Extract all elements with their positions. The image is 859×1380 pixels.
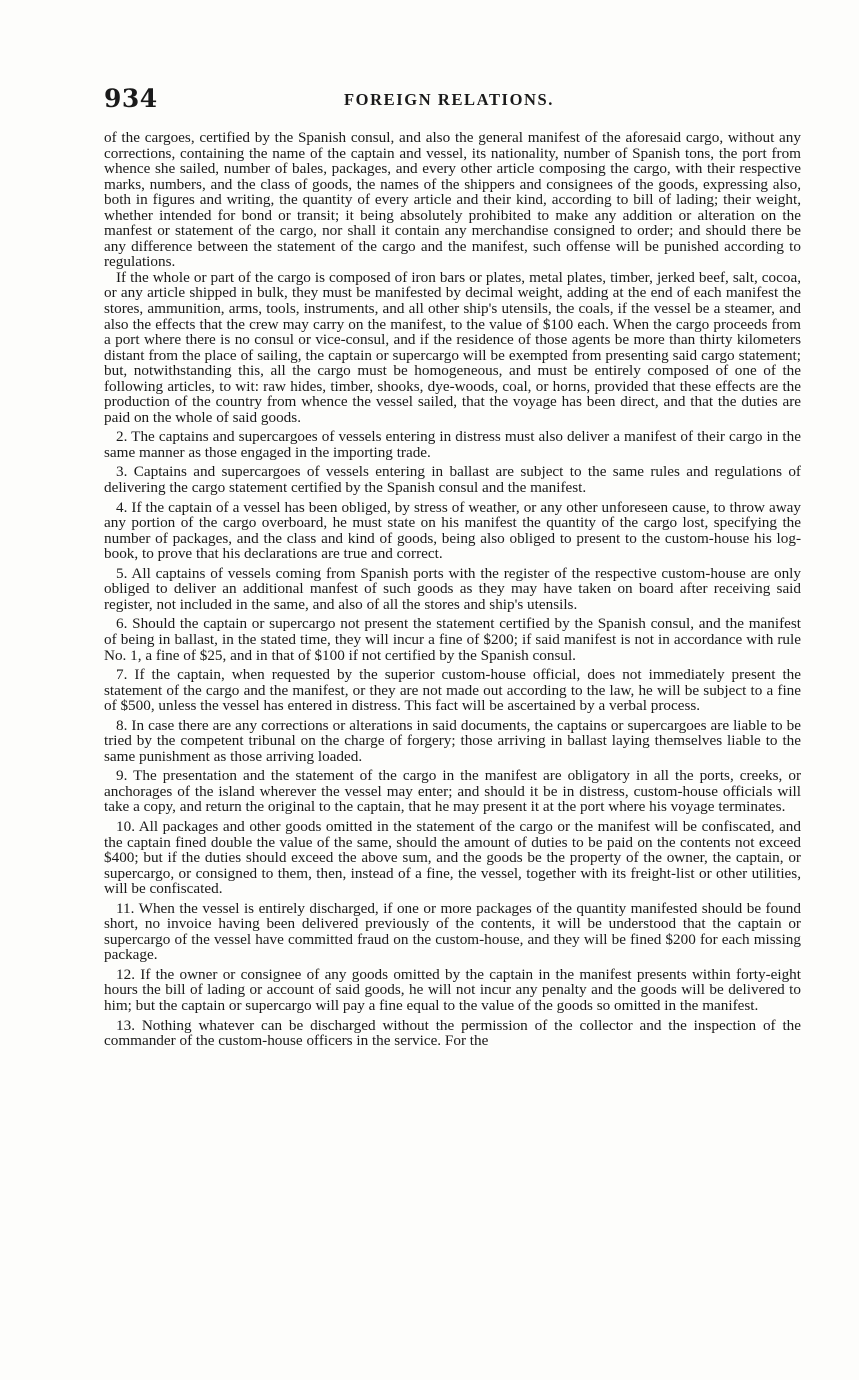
rule-7: 7. If the captain, when requested by the superior custom-house official, does not immediately present the statement of the cargo and the manifest, or they are not made out according to the law, he will be subject to a fine of $500, unless the vessel has entered in distress. This fact will be ascertained by a verbal process.: [104, 666, 801, 715]
rule-2: 2. The captains and supercargoes of vessels entering in distress must also deliver a manifest of their cargo in the same manner as those engaged in the importing trade.: [104, 428, 801, 461]
rule-4: 4. If the captain of a vessel has been obliged, by stress of weather, or any other unforeseen cause, to throw away any portion of the cargo overboard, he must state on his manifest the quantity of the cargo lost, specifying the number of packages, and the class and kind of goods, being also obliged to present to the custom-house his log-book, to prove that his declarations are true and correct.: [104, 498, 801, 563]
paragraph-continued: of the cargoes, certified by the Spanish consul, and also the general manifest of the aforesaid cargo, without any corrections, containing the name of the captain and vessel, its nationality, number of Spanish tons, the port from whence she sailed, number of bales, packages, and every other article composing the cargo, with their respective marks, numbers, and the class of goods, the names of the shippers and consignees of the goods, expressing also, both in figures and writing, the quantity of every article and their kind, according to bill of lading; their weight, whether intended for bond or transit; it being absolutely prohibited to make any addition or alteration on the manfest or statement of the cargo, nor shall it contain any merchandise consigned to order; and should there be any difference between the statement of the cargo and the manifest, such offense will be punished according to regulations.: [104, 130, 801, 271]
body-text: [104, 130, 801, 1352]
rule-11: 11. When the vessel is entirely discharged, if one or more packages of the quantity manifested should be found short, no invoice having been delivered previously of the contents, it will be understood that the captain or supercargo of the vessel have committed fraud on the custom-house, and they will be fined $200 for each missing package.: [104, 899, 801, 964]
running-head: FOREIGN RELATIONS.: [344, 90, 555, 109]
rule-12: 12. If the owner or consignee of any goods omitted by the captain in the manifest presents within forty-eight hours the bill of lading or account of said goods, he will not incur any penalty and the goods will be delivered to him; but the captain or supercargo will pay a fine equal to the value of the goods so omitted in the manifest.: [104, 965, 801, 1014]
rule-9: 9. The presentation and the statement of the cargo in the manifest are obligatory in all the ports, creeks, or anchorages of the island wherever the vessel may enter; and should it be in distress, custom-house officials will take a copy, and return the original to the captain, that he may present it at the port where his voyage terminates.: [104, 767, 801, 816]
page-header: [104, 84, 804, 114]
rule-13: 13. Nothing whatever can be discharged without the permission of the collector and the inspection of the commander of the custom-house officers in the service. For the: [104, 1016, 801, 1050]
rule-6: 6. Should the captain or supercargo not present the statement certified by the Spanish consul, and the manifest of being in ballast, in the stated time, they will incur a fine of $200; if said manifest is not in accordance with rule No. 1, a fine of $25, and in that of $100 if not certified by the Spanish consul.: [104, 615, 801, 664]
rule-10: 10. All packages and other goods omitted in the statement of the cargo or the manifest will be confiscated, and the captain fined double the value of the same, should the amount of duties to be paid on the contents not exceed $400; but if the duties should exceed the above sum, and the goods be the property of the owner, the captain, or supercargo, or consigned to them, then, instead of a fine, the vessel, together with its freight-list or other utilities, will be confiscated.: [104, 817, 801, 898]
rule-3: 3. Captains and supercargoes of vessels entering in ballast are subject to the same rules and regulations of delivering the cargo statement certified by the Spanish consul and the manifest.: [104, 463, 801, 497]
page-number: 934: [104, 84, 158, 113]
paragraph-bulk-cargo: If the whole or part of the cargo is composed of iron bars or plates, metal plates, timber, jerked beef, salt, cocoa, or any article shipped in bulk, they must be manifested by decimal weight, adding at the end of each manifest the stores, ammunition, arms, tools, instruments, and all other ship's utensils, the coals, if the vessel be a steamer, and also the effects that the crew may carry on the manifest, to the value of $100 each. When the cargo proceeds from a port where there is no consul or vice-consul, and if the residence of those agents be more than thirty kilometers distant from the place of sailing, the captain or supercargo will be exempted from presenting said cargo statement; but, notwithstanding this, all the cargo must be homogeneous, and must be entirely composed of one of the following articles, to wit: raw hides, timber, shooks, dye-woods, coal, or horns, provided that these effects are the production of the country from whence the vessel sailed, that the voyage has been direct, and that the duties are paid on the whole of said goods.: [104, 268, 801, 426]
rule-5: 5. All captains of vessels coming from Spanish ports with the register of the respective custom-house are only obliged to deliver an additional manfest of such goods as they may have taken on board after receiving said register, not included in the same, and also of all the stores and ship's utensils.: [104, 564, 801, 613]
rule-8: 8. In case there are any corrections or alterations in said documents, the captains or supercargoes are liable to be tried by the competent tribunal on the charge of forgery; those arriving in ballast laying themselves liable to the same punishment as those arriving loaded.: [104, 716, 801, 765]
